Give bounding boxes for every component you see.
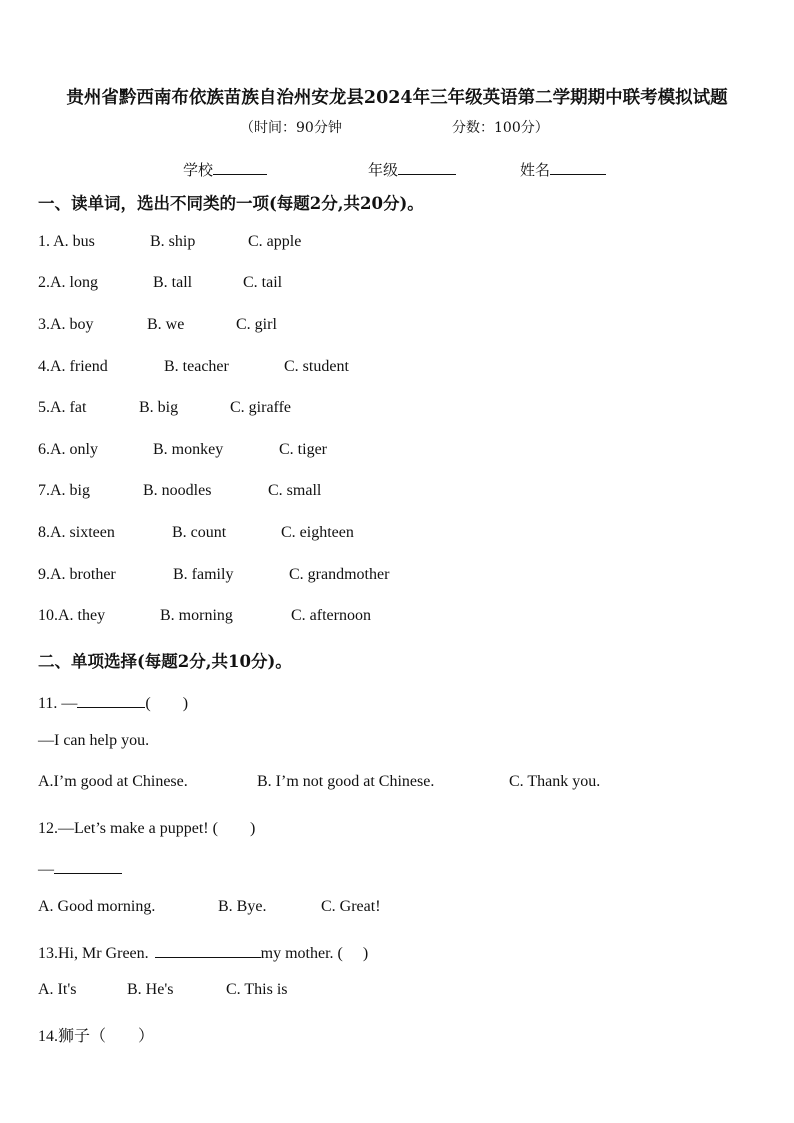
question-9-a: 9.A. brother <box>38 566 116 583</box>
exam-score: 分数：100分） <box>452 120 549 136</box>
question-10-a: 10.A. they <box>38 607 106 624</box>
question-5-a: 5.A. fat <box>38 399 87 416</box>
question-14-stem: 14.狮子（ ） <box>38 1028 155 1045</box>
question-13-blank[interactable] <box>155 941 261 958</box>
question-8-b: B. count <box>172 524 227 541</box>
question-12-stem: 12.—Let’s make a puppet! ( ) <box>38 820 256 837</box>
question-2-b: B. tall <box>153 274 193 291</box>
question-6-a: 6.A. only <box>38 441 98 458</box>
question-3-a: 3.A. boy <box>38 316 94 333</box>
question-11-c: C. Thank you. <box>509 773 601 790</box>
question-12-c: C. Great! <box>321 898 381 915</box>
question-12-b: B. Bye. <box>218 898 267 915</box>
name-label: 姓名 <box>520 161 551 179</box>
question-11-prefix: 11. — <box>38 695 78 712</box>
question-13-stem <box>38 940 368 963</box>
grade-label: 年级 <box>368 161 399 179</box>
question-7-a: 7.A. big <box>38 482 90 499</box>
section2-title: 二、单项选择(每题2分,共10分)。 <box>38 652 292 671</box>
question-13-a: A. It's <box>38 981 77 998</box>
question-2-a: 2.A. long <box>38 274 98 291</box>
question-5-b: B. big <box>139 399 179 416</box>
question-11-reply: —I can help you. <box>38 732 150 749</box>
question-4-c: C. student <box>284 358 349 375</box>
question-11-b: B. I’m not good at Chinese. <box>257 773 435 790</box>
question-10-c: C. afternoon <box>291 607 371 624</box>
question-7-b: B. noodles <box>143 482 212 499</box>
question-6-c: C. tiger <box>279 441 327 458</box>
exam-time: （时间：90分钟 <box>240 120 342 136</box>
question-13-prefix: 13.Hi, Mr Green. <box>38 945 149 962</box>
question-11-a: A.I’m good at Chinese. <box>38 773 188 790</box>
question-5-c: C. giraffe <box>230 399 292 416</box>
name-blank[interactable] <box>550 159 606 175</box>
question-12-a: A. Good morning. <box>38 898 156 915</box>
question-3-b: B. we <box>147 316 185 333</box>
question-12-reply <box>38 857 122 879</box>
school-label: 学校 <box>183 161 214 179</box>
question-9-b: B. family <box>173 566 234 583</box>
question-12-dash: — <box>38 861 54 878</box>
question-8-a: 8.A. sixteen <box>38 524 115 541</box>
question-8-c: C. eighteen <box>281 524 354 541</box>
question-6-b: B. monkey <box>153 441 224 458</box>
question-2-c: C. tail <box>243 274 283 291</box>
question-11-paren: ( ) <box>145 695 189 712</box>
question-4-a: 4.A. friend <box>38 358 108 375</box>
school-blank[interactable] <box>213 159 267 175</box>
question-11-stem <box>38 690 188 713</box>
question-7-c: C. small <box>268 482 322 499</box>
question-9-c: C. grandmother <box>289 566 390 583</box>
name-field[interactable] <box>520 159 606 180</box>
exam-title: 贵州省黔西南布依族苗族自治州安龙县2024年三年级英语第二学期期中联考模拟试题 <box>66 88 728 108</box>
question-13-b: B. He's <box>127 981 174 998</box>
grade-field[interactable] <box>368 159 456 180</box>
question-3-c: C. girl <box>236 316 277 333</box>
question-10-b: B. morning <box>160 607 233 624</box>
question-1-c: C. apple <box>248 233 302 250</box>
question-13-c: C. This is <box>226 981 288 998</box>
question-12-blank[interactable] <box>54 857 122 874</box>
question-4-b: B. teacher <box>164 358 229 375</box>
question-11-blank[interactable] <box>77 691 145 708</box>
question-1-a: 1. A. bus <box>38 233 95 250</box>
question-1-b: B. ship <box>150 233 196 250</box>
question-13-suffix: my mother. ( ) <box>260 945 369 962</box>
school-field[interactable] <box>183 159 267 180</box>
section1-title: 一、读单词，选出不同类的一项(每题2分,共20分)。 <box>38 194 424 213</box>
grade-blank[interactable] <box>398 159 456 175</box>
